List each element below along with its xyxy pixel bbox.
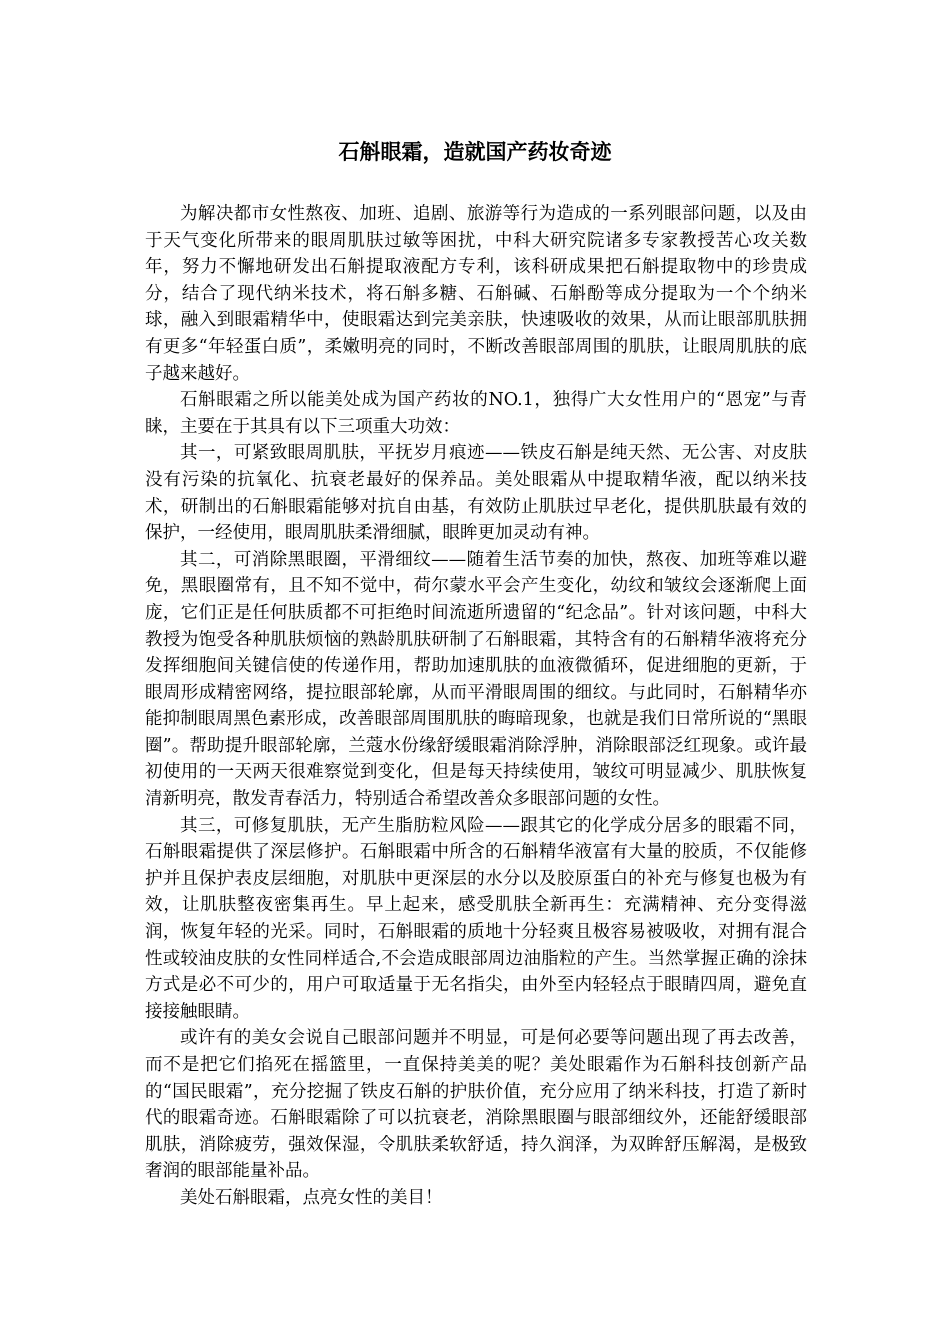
paragraph-intro: 为解决都市女性熬夜、加班、追剧、旅游等行为造成的一系列眼部问题，以及由于天气变化所带来的眼周肌肤过敏等困扰，中科大研究院诸多专家教授苦心攻关数年，努力不懈地研发出石斛提取液配方专利，该科研成果把石斛提取物中的珍贵成分，结合了现代纳米技术，将石斛多糖、石斛碱、石斛酚等成分提取为一个个纳米球，融入到眼霜精华中，使眼霜达到完美亲肤，快速吸收的效果，从而让眼部肌肤拥有更多“年轻蛋白质”，柔嫩明亮的同时，不断改善眼部周围的肌肤，让眼周肌肤的底子越来越好。	[145, 204, 807, 384]
document-body	[145, 201, 807, 1212]
paragraph-benefit-three: 其三，可修复肌肤，无产生脂肪粒风险——跟其它的化学成分居多的眼霜不同，石斛眼霜提供了深层修护。石斛眼霜中所含的石斛精华液富有大量的胶质，不仅能修护并且保护表皮层细胞，对肌肤中更深层的水分以及胶原蛋白的补充与修复也极为有效，让肌肤整夜密集再生。早上起来，感受肌肤全新再生：充满精神、充分变得滋润，恢复年轻的光采。同时，石斛眼霜的质地十分轻爽且极容易被吸收，对拥有混合性或较油皮肤的女性同样适合,不会造成眼部周边油脂粒的产生。当然掌握正确的涂抹方式是必不可少的，用户可取适量于无名指尖，由外至内轻轻点于眼睛四周，避免直接接触眼睛。	[145, 815, 807, 1022]
paragraph-slogan: 美处石斛眼霜，点亮女性的美目！	[180, 1187, 443, 1208]
paragraph-summary: 石斛眼霜之所以能美处成为国产药妆的NO.1，独得广大女性用户的“恩宠”与青睐，主要在于其具有以下三项重大功效：	[145, 390, 807, 437]
document-title: 石斛眼霜，造就国产药妆奇迹	[338, 139, 612, 164]
paragraph-benefit-one: 其一，可紧致眼周肌肤，平抚岁月痕迹——铁皮石斛是纯天然、无公害、对皮肤没有污染的抗氧化、抗衰老最好的保养品。美处眼霜从中提取精华液，配以纳米技术，研制出的石斛眼霜能够对抗自由基，有效防止肌肤过早老化，提供肌肤最有效的保护，一经使用，眼周肌肤柔滑细腻，眼眸更加灵动有神。	[145, 443, 807, 544]
paragraph-benefit-two: 其二，可消除黑眼圈，平滑细纹——随着生活节奏的加快，熬夜、加班等难以避免，黑眼圈常有，且不知不觉中，荷尔蒙水平会产生变化，幼纹和皱纹会逐渐爬上面庞，它们正是任何肤质都不可拒绝时间流逝所遗留的“纪念品”。针对该问题，中科大教授为饱受各种肌肤烦恼的熟龄肌肤研制了石斛眼霜，其特含有的石斛精华液将充分发挥细胞间关键信使的传递作用，帮助加速肌肤的血液微循环，促进细胞的更新，于眼周形成精密网络，提拉眼部轮廓，从而平滑眼周围的细纹。与此同时，石斛精华亦能抑制眼周黑色素形成，改善眼部周围肌肤的晦暗现象，也就是我们日常所说的“黑眼圈”。帮助提升眼部轮廓，兰蔻水份缘舒缓眼霜消除浮肿，消除眼部泛红现象。或许最初使用的一天两天很难察觉到变化，但是每天持续使用，皱纹可明显减少、肌肤恢复清新明亮，散发青春活力，特别适合希望改善众多眼部问题的女性。	[145, 549, 807, 810]
paragraph-conclusion: 或许有的美女会说自己眼部问题并不明显，可是何必要等问题出现了再去改善，而不是把它们掐死在摇篮里，一直保持美美的呢？美处眼霜作为石斛科技创新产品的“国民眼霜”，充分挖掘了铁皮石斛的护肤价值，充分应用了纳米科技，打造了新时代的眼霜奇迹。石斛眼霜除了可以抗衰老，消除黑眼圈与眼部细纹外，还能舒缓眼部肌肤，消除疲劳，强效保湿，令肌肤柔软舒适，持久润泽，为双眸舒压解渴，是极致奢润的眼部能量补品。	[145, 1028, 807, 1182]
